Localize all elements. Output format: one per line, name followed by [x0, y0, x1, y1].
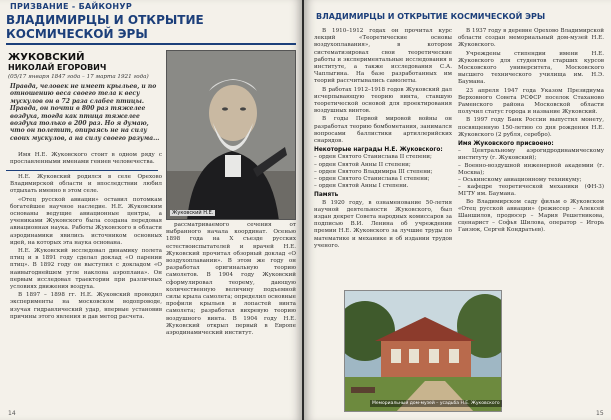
paragraph: Н.Е. Жуковский исследовал динамику полета птиц и в 1891 году сделал доклад «О парении птиц». В 1892 году он выступил с докладом «О наивыгоднейшем угле наклона аэроплана». Он первым исследовал траектории при различных условиях движения воздуха.	[10, 248, 162, 291]
named-after-list	[458, 148, 604, 198]
list-item: – орден Святого Станислава I степени;	[314, 176, 430, 183]
paragraph: В 1937 году в деревне Орехово Владимирской области создан мемориальный дом-музей Н.Е. Жуковского.	[458, 28, 604, 49]
list-item: – Оськинскому авиационному техникуму;	[458, 177, 582, 184]
paragraph: рассматриваемого сечения от выбранного начала координат. Осенью 1898 года на X съезде русских естествоиспытателей и врачей Н.Е. Жуковский прочитал обзорный доклад «О воздухоплавании». В этом же году он разработал оригинальную теорию самолетов. В 1904 году Жуковский сформулировал теорему, дающую количественную величину подъемной силы крыла самолета; определил основные профили крыльев и лопастей винта самолета; разработал вихревую теорию воздушного винта. В 1904 году Н.Е. Жуковский открыл первый в Европе аэродинамический институт.	[166, 222, 296, 337]
title-line-2: КОСМИЧЕСКОЙ ЭРЫ	[6, 27, 148, 41]
right-column	[166, 222, 296, 418]
list-item: – Военно-воздушной инженерной академии (г. Москва);	[458, 162, 604, 176]
awards-heading: Некоторые награды Н.Е. Жуковского:	[314, 147, 443, 154]
paragraph: В 1920 году, в ознаменование 50-летия научной деятельности Жуковского, был издан декрет Совета народных комиссаров за подписью В.И. Ленина об учреждении премии Н.Е. Жуковского за лучшие труды по математике и механике и об издании трудов ученого.	[314, 199, 452, 249]
list-item: – Центральному аэрогидродинамическому институту (г. Жуковский);	[458, 148, 604, 162]
article-title	[6, 13, 296, 45]
person-surname: ЖУКОВСКИЙ	[8, 52, 85, 63]
intro-paragraph: Имя Н.Е. Жуковского стоит в одном ряду с прославленными именами гениев человечества.	[10, 152, 162, 166]
awards-list	[314, 154, 452, 190]
person-name: НИКОЛАЙ ЕГОРОВИЧ	[8, 63, 107, 72]
paragraph: «Отец русской авиации» оставил потомкам богатейшее научное наследие. Н.Е. Жуковским основаны ведущие авиационные центры, а учениками Жуковского была создана передовая авиационная наука. Работы Жуковского в области аэродинамики явились источником основных идей, на которых эта наука основана.	[10, 196, 162, 246]
paragraph: В 1997 году Банк России выпустил монету, посвященную 150-летию со дня рождения Н.Е. Жуковского (2 рубля, серебро).	[458, 117, 604, 138]
left-page	[0, 0, 302, 420]
paragraph: В 1897 – 1898 гг. Н.Е. Жуковский проводил эксперименты на московском водопроводе, изучая гидравлический удар, впервые установив причины этого явления и дав метод расчета.	[10, 292, 162, 320]
right-page-column-2	[458, 28, 604, 290]
paragraph: В работах 1912–1918 годов Жуковский дал исчерпывающую теорию винта, ставшую теоретической основой для проектирования воздушных винтов.	[314, 86, 452, 115]
named-after-heading: Имя Жуковского присвоено:	[458, 141, 554, 148]
list-item: – кафедре теоретической механики (ФН-3) МГТУ им. Баумана.	[458, 184, 604, 198]
list-item: – орден Святой Анны II степени;	[314, 161, 411, 168]
portrait-illustration	[167, 51, 296, 220]
page-number: 15	[596, 410, 604, 417]
museum-photo	[344, 290, 502, 412]
photo-caption: Мемориальный дом-музей – усадьба Н.Е. Жуковского	[372, 401, 500, 406]
title-line-1: ВЛАДИМИРЦЫ И ОТКРЫТИЕ	[6, 13, 204, 27]
paragraph: 23 апреля 1947 года Указом Президиума Верховного Совета РСФСР поселок Стаханово Раменского района Московской области получил статус города и название Жуковский.	[458, 87, 604, 116]
intro-column	[10, 152, 162, 167]
page-number: 14	[8, 410, 16, 417]
list-item: – орден Святого Станислава II степени;	[314, 154, 432, 161]
paragraph: Учреждены стипендии имени Н.Е. Жуковского для студентов старших курсов Московского университета, Московского высшего технического училища им. Н.Э. Баумана.	[458, 50, 604, 86]
portrait-photo	[166, 50, 296, 220]
divider	[6, 170, 158, 171]
right-page-column-1	[314, 28, 452, 288]
list-item: – орден Святой Анны I степени.	[314, 183, 409, 190]
memory-heading: Память	[314, 192, 339, 199]
person-dates: (05/17 января 1847 года – 17 марта 1921 года)	[8, 74, 149, 80]
paragraph: Во Владимирском саду фильм о Жуковском «Отец русской авиации» (режиссер – Алексей Шаншилов, продюсер – Мария Решетникова, сценарист – Софья Шилова, оператор – Игорь Ганзюк, Сергей Кондратьев).	[458, 198, 604, 234]
right-page	[304, 0, 611, 420]
epigraph-quote: Правда, человек не имеет крыльев, и по отношению веса своего тела к весу мускулов он в 72 раза слабее птицы. Правда, он почти в 800 раз тяжелее воздуха, тогда как птица тяжелее воздуха только в 200 раз. Но я думаю, что он полетит, опираясь не на силу своих мускулов, а на силу своего разума...	[10, 83, 160, 142]
left-column	[10, 174, 162, 418]
list-item: – орден Святого Владимира III степени;	[314, 168, 433, 175]
paragraph: В 1910–1912 годах он прочитал курс лекций «Теоретические основы воздухоплавания», в котором систематизировал свои теоретические работы и экспериментальные исследования в институте, а также исследования С.А. Чаплыгина. На базе разработанных им теорий рассчитывались самолеты.	[314, 28, 452, 85]
museum-illustration	[345, 291, 502, 412]
page-title: ВЛАДИМИРЦЫ И ОТКРЫТИЕ КОСМИЧЕСКОЙ ЭРЫ	[316, 12, 546, 21]
running-head: ПРИЗВАНИЕ - БАЙКОНУР	[10, 2, 133, 11]
portrait-caption: Жуковский Н.Е.	[172, 210, 214, 216]
paragraph: Н.Е. Жуковский родился в селе Орехово Владимирской области и впоследствии любил отдыхать именно в этом селе.	[10, 174, 162, 195]
paragraph: В годы Первой мировой войны он разработал теорию бомбометания, занимался вопросами баллистики артиллерийских снарядов.	[314, 116, 452, 145]
